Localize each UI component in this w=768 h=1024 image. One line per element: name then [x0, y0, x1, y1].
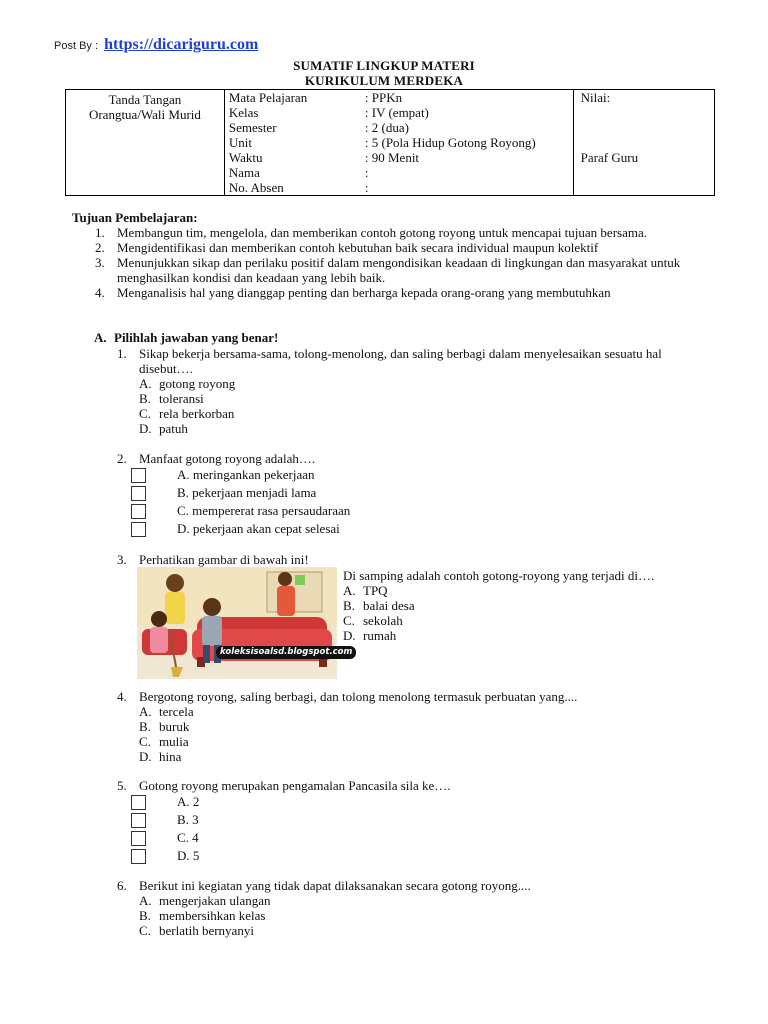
option-text: rumah	[363, 628, 397, 643]
option-letter: B.	[139, 391, 151, 406]
question-text: Gotong royong merupakan pengamalan Pancasila sila ke….	[139, 778, 451, 793]
option-d[interactable]	[139, 421, 699, 436]
section-label: A.	[94, 330, 107, 345]
option-text: gotong royong	[159, 376, 236, 391]
question-4	[117, 689, 699, 764]
info-value: : 2 (dua)	[364, 120, 409, 135]
option-c[interactable]	[139, 406, 699, 421]
question-number: 3.	[117, 552, 127, 567]
document-subtitle: KURIKULUM MERDEKA	[304, 73, 464, 88]
option-letter: D.	[139, 749, 152, 764]
option-a[interactable]	[343, 583, 654, 598]
option-letter: C.	[139, 734, 151, 749]
option-text: mulia	[159, 734, 189, 749]
answer-checkbox[interactable]	[131, 795, 146, 810]
option-text: C. 4	[177, 830, 199, 845]
question-text: Manfaat gotong royong adalah….	[139, 451, 316, 466]
option-c[interactable]	[139, 734, 699, 749]
info-key: Kelas	[228, 105, 259, 120]
option-letter: A.	[139, 376, 152, 391]
gotong-royong-illustration	[137, 567, 337, 679]
objectives-heading: Tujuan Pembelajaran:	[72, 210, 198, 225]
option-letter: A.	[343, 583, 356, 598]
objective-item	[95, 240, 705, 255]
answer-checkbox[interactable]	[131, 813, 146, 828]
question-text: Berikut ini kegiatan yang tidak dapat dilaksanakan secara gotong royong....	[139, 878, 531, 893]
objective-number: 4.	[95, 285, 105, 300]
section-a-heading	[94, 330, 278, 346]
option-d[interactable]	[117, 847, 699, 865]
watermark-label: koleksisoalsd.blogspot.com	[216, 646, 356, 659]
option-text: tercela	[159, 704, 194, 719]
document-title: SUMATIF LINGKUP MATERI	[293, 58, 475, 73]
option-letter: D.	[139, 421, 152, 436]
objective-text: Menganalisis hal yang dianggap penting dan berharga kepada orang-orang yang membutuhkan	[117, 285, 611, 300]
answer-checkbox[interactable]	[131, 849, 146, 864]
option-text: mengerjakan ulangan	[159, 893, 271, 908]
option-b[interactable]	[117, 484, 699, 502]
option-a[interactable]	[139, 376, 699, 391]
question-text: Perhatikan gambar di bawah ini!	[139, 552, 309, 567]
info-value: : 90 Menit	[364, 150, 420, 165]
option-list	[139, 893, 699, 938]
objective-number: 3.	[95, 255, 105, 270]
question-1	[117, 346, 699, 436]
option-c[interactable]	[117, 829, 699, 847]
option-b[interactable]	[139, 908, 699, 923]
option-text: balai desa	[363, 598, 415, 613]
option-text: A. 2	[177, 794, 200, 809]
option-c[interactable]	[343, 613, 654, 628]
objective-text: Membangun tim, mengelola, dan memberikan contoh gotong royong untuk mencapai tujuan bersama.	[117, 225, 647, 240]
option-text: rela berkorban	[159, 406, 235, 421]
question-number: 5.	[117, 778, 127, 793]
option-text: A. meringankan pekerjaan	[177, 467, 315, 482]
option-a[interactable]	[139, 893, 699, 908]
identity-table	[65, 89, 715, 196]
option-a[interactable]	[139, 704, 699, 719]
info-row-absen	[225, 180, 573, 195]
option-text: berlatih bernyanyi	[159, 923, 254, 938]
option-d[interactable]	[139, 749, 699, 764]
option-text: buruk	[159, 719, 190, 734]
option-letter: B.	[343, 598, 355, 613]
option-text: patuh	[159, 421, 188, 436]
info-value: : IV (empat)	[364, 105, 429, 120]
option-text: membersihkan kelas	[159, 908, 266, 923]
info-key: Mata Pelajaran	[228, 90, 308, 105]
option-letter: D.	[343, 628, 356, 643]
info-value: :	[364, 165, 369, 180]
option-letter: B.	[139, 719, 151, 734]
question-3	[117, 552, 699, 567]
option-b[interactable]	[139, 391, 699, 406]
option-list	[139, 704, 699, 764]
option-letter: A.	[139, 893, 152, 908]
grade-cell	[573, 90, 714, 196]
post-by	[54, 36, 258, 54]
grade-label: Nilai:	[580, 90, 611, 105]
objective-number: 1.	[95, 225, 105, 240]
option-text: toleransi	[159, 391, 204, 406]
info-row-semester	[225, 120, 573, 135]
info-key: Unit	[228, 135, 252, 150]
info-row-class	[225, 105, 573, 120]
answer-checkbox[interactable]	[131, 831, 146, 846]
parent-signature-label-2: Orangtua/Wali Murid	[88, 107, 201, 122]
post-by-label: Post By :	[54, 40, 99, 52]
option-letter: C.	[139, 923, 151, 938]
option-letter: B.	[139, 908, 151, 923]
option-d[interactable]	[117, 520, 699, 538]
info-key: Nama	[228, 165, 260, 180]
info-row-time	[225, 150, 573, 165]
objective-text: Menunjukkan sikap dan perilaku positif dalam mengondisikan keadaan di lingkungan dan masyarakat untuk menghasilkan kondisi dan keadaan yang lebih baik.	[117, 255, 681, 285]
info-value: : PPKn	[364, 90, 403, 105]
answer-checkbox[interactable]	[131, 522, 146, 537]
option-text: B. 3	[177, 812, 199, 827]
info-key: Waktu	[228, 150, 263, 165]
option-d[interactable]	[343, 628, 654, 643]
option-text: D. pekerjaan akan cepat selesai	[177, 521, 340, 536]
option-c[interactable]	[139, 923, 699, 938]
answer-checkbox[interactable]	[131, 486, 146, 501]
option-b[interactable]	[343, 598, 654, 613]
option-list	[139, 376, 699, 436]
option-letter: C.	[343, 613, 355, 628]
question-number: 1.	[117, 346, 127, 361]
question-3-side	[343, 568, 654, 643]
objective-item	[95, 225, 705, 240]
objectives-list	[95, 225, 705, 300]
option-text: C. mempererat rasa persaudaraan	[177, 503, 351, 518]
option-b[interactable]	[139, 719, 699, 734]
parent-signature-cell	[66, 90, 225, 196]
objective-number: 2.	[95, 240, 105, 255]
question-6	[117, 878, 699, 938]
option-a[interactable]	[117, 793, 699, 811]
objective-text: Mengidentifikasi dan memberikan contoh kebutuhan baik secara individual maupun kolektif	[117, 240, 599, 255]
teacher-signature-label: Paraf Guru	[580, 150, 639, 165]
option-list	[117, 793, 699, 865]
illustration-svg	[137, 567, 337, 679]
option-text: hina	[159, 749, 182, 764]
info-key: Semester	[228, 120, 277, 135]
objective-item	[95, 255, 705, 285]
question-5	[117, 778, 699, 865]
info-row-unit	[225, 135, 573, 150]
post-by-link[interactable]: https://dicariguru.com	[104, 36, 259, 53]
option-list	[117, 466, 699, 538]
info-value: : 5 (Pola Hidup Gotong Royong)	[364, 135, 536, 150]
question-2	[117, 451, 699, 538]
option-letter: C.	[139, 406, 151, 421]
question-3-side-text: Di samping adalah contoh gotong-royong yang terjadi di….	[343, 568, 655, 583]
option-letter: A.	[139, 704, 152, 719]
info-key: No. Absen	[228, 180, 284, 195]
question-number: 2.	[117, 451, 127, 466]
question-text: Sikap bekerja bersama-sama, tolong-menolong, dan saling berbagi dalam menyelesaikan sesuatu hal disebut….	[139, 346, 662, 376]
question-number: 6.	[117, 878, 127, 893]
question-number: 4.	[117, 689, 127, 704]
answer-checkbox[interactable]	[131, 504, 146, 519]
option-a[interactable]	[117, 466, 699, 484]
answer-checkbox[interactable]	[131, 468, 146, 483]
section-title: Pilihlah jawaban yang benar!	[114, 330, 279, 345]
option-c[interactable]	[117, 502, 699, 520]
info-value: :	[364, 180, 369, 195]
info-row-subject	[225, 90, 573, 105]
question-text: Bergotong royong, saling berbagi, dan tolong menolong termasuk perbuatan yang....	[139, 689, 578, 704]
info-row-name	[225, 165, 573, 180]
student-info-cell	[224, 90, 573, 196]
option-b[interactable]	[117, 811, 699, 829]
objective-item	[95, 285, 705, 300]
option-text: sekolah	[363, 613, 403, 628]
option-text: D. 5	[177, 848, 200, 863]
option-text: TPQ	[363, 583, 388, 598]
option-text: B. pekerjaan menjadi lama	[177, 485, 317, 500]
parent-signature-label-1: Tanda Tangan	[108, 92, 182, 107]
